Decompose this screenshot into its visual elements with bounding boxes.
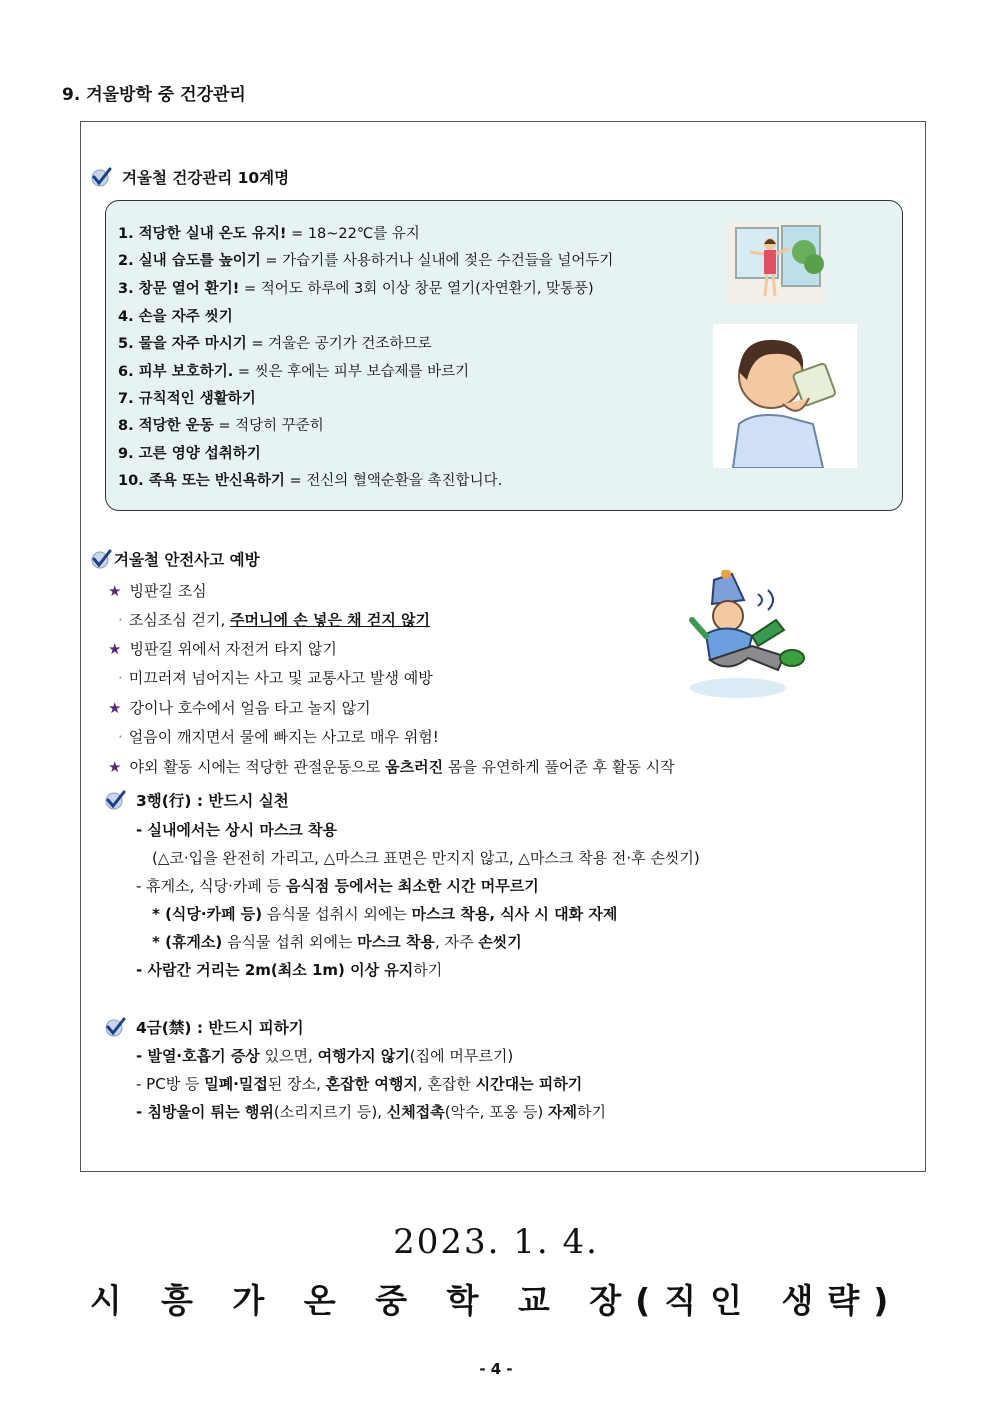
three-detail-text: (△코·입을 완전히 가리고, △마스크 표면은 만지지 않고, △마스크 착용 전·후 손씻기) bbox=[152, 849, 700, 867]
boy-drinking-water-illustration bbox=[713, 324, 857, 468]
three-item-text: - 실내에서는 상시 마스크 착용 bbox=[136, 821, 337, 839]
safety-item bbox=[108, 638, 337, 659]
safety-item-text: 빙판길 위에서 자전거 타지 않기 bbox=[129, 640, 337, 658]
bullet-dot-icon: · bbox=[118, 728, 123, 746]
safety-detail bbox=[118, 726, 439, 747]
health-rule-detail: = 적당히 꾸준히 bbox=[213, 418, 324, 434]
star-icon: ★ bbox=[108, 758, 122, 776]
three-item-emphasis: - 사람간 거리는 2m(최소 1m) 이상 유지 bbox=[136, 961, 414, 979]
four-item-text: (집에 머무르기) bbox=[409, 1047, 514, 1065]
health-rule bbox=[118, 469, 502, 490]
safety-item-text: 강이나 호수에서 얼음 타고 놀지 않기 bbox=[129, 699, 371, 717]
safety-heading-text: 겨울철 안전사고 예방 bbox=[114, 551, 260, 569]
health-rule-detail: = 전신의 혈액순환을 촉진합니다. bbox=[284, 473, 503, 489]
four-item-text: 있으면, bbox=[259, 1047, 318, 1065]
three-item bbox=[136, 875, 539, 896]
safety-detail-text: 미끄러져 넘어지는 사고 및 교통사고 발생 예방 bbox=[128, 669, 433, 687]
health-rule bbox=[118, 360, 469, 381]
health-rule-detail: = 씻은 후에는 피부 보습제를 바르기 bbox=[233, 364, 470, 380]
health-rule-title: 3. 창문 열어 환기! bbox=[118, 281, 240, 297]
three-note-emphasis: 마스크 착용 bbox=[357, 933, 435, 951]
three-detail bbox=[152, 847, 700, 868]
three-heading-text: 3행(行) : 반드시 실천 bbox=[136, 792, 289, 810]
health-rule-title: 6. 피부 보호하기. bbox=[118, 364, 234, 380]
checkmark-icon bbox=[104, 1016, 126, 1038]
health-rule-title: 4. 손을 자주 씻기 bbox=[118, 309, 233, 325]
health-rule bbox=[118, 442, 261, 463]
health-rule bbox=[118, 277, 594, 298]
health-rule bbox=[118, 249, 613, 270]
checkmark-icon bbox=[104, 789, 126, 811]
four-heading-text: 4금(禁) : 반드시 피하기 bbox=[136, 1019, 304, 1037]
health-rule-title: 2. 실내 습도를 높이기 bbox=[118, 253, 261, 269]
health-rule-detail: = 18~22℃를 유지 bbox=[286, 226, 420, 242]
safety-item-text: 야외 활동 시에는 적당한 관절운동으로 bbox=[129, 758, 386, 776]
four-heading bbox=[104, 1016, 304, 1038]
star-icon: ★ bbox=[108, 640, 122, 658]
health-rule-detail: = 적어도 하루에 3회 이상 창문 열기(자연환기, 맞통풍) bbox=[239, 281, 594, 297]
star-icon: ★ bbox=[108, 699, 122, 717]
safety-item bbox=[108, 697, 371, 718]
section-title: 9. 겨울방학 중 건강관리 bbox=[62, 85, 246, 105]
four-item-emphasis: - 침방울이 튀는 행위 bbox=[136, 1103, 274, 1121]
three-note-text: 음식물 섭취 외에는 bbox=[222, 933, 358, 951]
three-item-emphasis: 음식점 등에서는 최소한 시간 머무르기 bbox=[285, 877, 539, 895]
safety-item bbox=[108, 756, 675, 777]
three-item-text: 하기 bbox=[413, 961, 443, 979]
checkmark-icon bbox=[90, 166, 112, 188]
three-note-emphasis: 마스크 착용, 식사 시 대화 자제 bbox=[411, 905, 618, 923]
health-heading-text: 겨울철 건강관리 10계명 bbox=[122, 169, 290, 187]
window-ventilation-illustration bbox=[728, 222, 824, 304]
three-note-text: , 자주 bbox=[434, 933, 479, 951]
three-item bbox=[136, 819, 337, 840]
four-item-text: (악수, 포옹 등) bbox=[444, 1103, 548, 1121]
four-item-emphasis: 자제 bbox=[547, 1103, 577, 1121]
health-rule-title: 5. 물을 자주 마시기 bbox=[118, 336, 247, 352]
three-item bbox=[136, 959, 442, 980]
safety-detail bbox=[118, 667, 433, 688]
four-item bbox=[136, 1073, 582, 1094]
school-signature: 시 흥 가 온 중 학 교 장(직인 생략) bbox=[89, 1281, 903, 1320]
four-item-emphasis: 혼잡한 여행지 bbox=[325, 1075, 418, 1093]
safety-detail bbox=[118, 609, 430, 630]
safety-detail-emphasis: 주머니에 손 넣은 채 걷지 않기 bbox=[230, 611, 431, 629]
four-item-emphasis: 밀폐·밀접 bbox=[204, 1075, 268, 1093]
safety-heading bbox=[90, 548, 260, 570]
three-note-emphasis: 손씻기 bbox=[478, 933, 522, 951]
three-note-label: * (식당·카페 등) bbox=[152, 905, 263, 923]
safety-detail-text: 얼음이 깨지면서 물에 빠지는 사고로 매우 위험! bbox=[128, 728, 439, 746]
health-rule bbox=[118, 222, 420, 243]
four-item-text: 하기 bbox=[576, 1103, 606, 1121]
three-heading bbox=[104, 789, 289, 811]
safety-item-text: 빙판길 조심 bbox=[129, 582, 207, 600]
safety-item-text: 몸을 유연하게 풀어준 후 활동 시작 bbox=[443, 758, 675, 776]
four-item-emphasis: 여행가지 않기 bbox=[317, 1047, 410, 1065]
health-rule-detail: = 겨울은 공기가 건조하므로 bbox=[246, 336, 432, 352]
health-rule-title: 7. 규칙적인 생활하기 bbox=[118, 391, 256, 407]
slipping-boy-illustration bbox=[688, 570, 812, 700]
three-note bbox=[152, 903, 617, 924]
four-item-text: , 혼잡한 bbox=[417, 1075, 476, 1093]
four-item-text: (소리지르기 등), bbox=[273, 1103, 387, 1121]
health-rule-detail: = 가습기를 사용하거나 실내에 젖은 수건들을 널어두기 bbox=[260, 253, 614, 269]
health-rule-title: 10. 족욕 또는 반신욕하기 bbox=[118, 473, 285, 489]
star-icon: ★ bbox=[108, 582, 122, 600]
three-note-label: * (휴게소) bbox=[152, 933, 223, 951]
health-rule-title: 8. 적당한 운동 bbox=[118, 418, 214, 434]
four-item-text: 된 장소, bbox=[267, 1075, 326, 1093]
health-rule bbox=[118, 305, 233, 326]
four-item-emphasis: - 발열·호흡기 증상 bbox=[136, 1047, 260, 1065]
four-item-emphasis: 시간대는 피하기 bbox=[475, 1075, 583, 1093]
page-number: - 4 - bbox=[479, 1360, 513, 1378]
checkmark-icon bbox=[90, 548, 112, 570]
bullet-dot-icon: · bbox=[118, 669, 123, 687]
health-rule bbox=[118, 387, 256, 408]
three-note bbox=[152, 931, 522, 952]
four-item-emphasis: 신체접촉 bbox=[386, 1103, 445, 1121]
four-item-text: - PC방 등 bbox=[136, 1075, 205, 1093]
health-rule bbox=[118, 414, 324, 435]
document-date: 2023. 1. 4. bbox=[393, 1222, 599, 1262]
safety-detail-text: 조심조심 걷기, bbox=[128, 611, 231, 629]
health-rule bbox=[118, 332, 431, 353]
three-item-text: - 휴게소, 식당·카페 등 bbox=[136, 877, 286, 895]
four-item bbox=[136, 1045, 513, 1066]
three-note-text: 음식물 섭취시 외에는 bbox=[262, 905, 412, 923]
health-rule-title: 9. 고른 영양 섭취하기 bbox=[118, 446, 261, 462]
health-heading bbox=[90, 166, 289, 188]
bullet-dot-icon: · bbox=[118, 611, 123, 629]
safety-item-emphasis: 움츠러진 bbox=[385, 758, 444, 776]
safety-item bbox=[108, 580, 207, 601]
health-rule-title: 1. 적당한 실내 온도 유지! bbox=[118, 226, 287, 242]
four-item bbox=[136, 1101, 606, 1122]
